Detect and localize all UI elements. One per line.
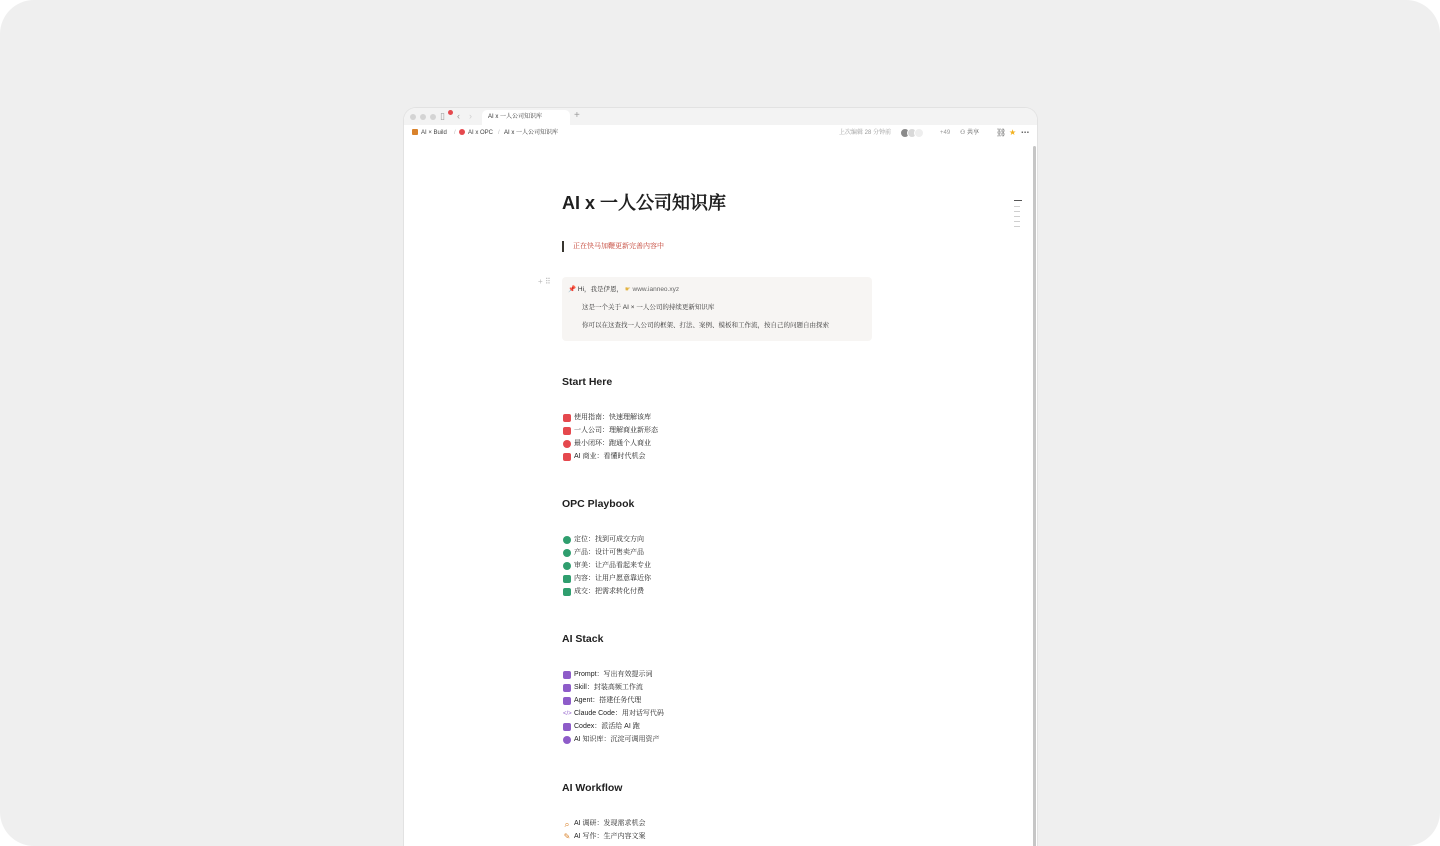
briefcase-icon <box>563 427 571 435</box>
section-heading-start-here[interactable]: Start Here <box>562 376 613 388</box>
robot-icon <box>563 697 571 705</box>
page-content <box>404 108 1037 846</box>
sidebar-toggle-icon[interactable]: ▯ <box>440 111 445 121</box>
list-item-label: 内容：让用户愿意靠近你 <box>574 575 651 582</box>
list-item-label: AI 写作：生产内容文案 <box>574 833 646 840</box>
list-item-label: Prompt：写出有效提示词 <box>574 671 653 678</box>
palette-icon <box>563 562 571 570</box>
list-item-label: Codex：派活给 AI 跑 <box>574 723 640 730</box>
pointing-hand-icon: ☛ <box>624 286 631 293</box>
breadcrumb-separator: / <box>498 130 500 136</box>
tab-title: AI x 一人公司知识库 <box>488 114 543 120</box>
more-icon[interactable]: ⋯ <box>1021 128 1029 137</box>
document-icon <box>563 575 571 583</box>
terminal-icon <box>563 723 571 731</box>
callout-greeting: Hi，我是伊恩， <box>577 286 624 293</box>
keyboard-icon <box>563 671 571 679</box>
book-icon <box>563 414 571 422</box>
list-item-label: 成交：把需求转化付费 <box>574 588 644 595</box>
pencil-icon: ✎ <box>563 832 571 841</box>
list-item-label: 审美：让产品看起来专业 <box>574 562 651 569</box>
website-link[interactable]: www.ianneo.xyz <box>632 286 680 293</box>
target-icon <box>563 536 571 544</box>
people-icon: ⚇ <box>960 130 968 136</box>
collaborators-count[interactable]: +49 <box>940 130 951 136</box>
callout-line-1 <box>568 285 679 295</box>
callout-line-3: 你可以在这查找一人公司的框架、打法、案例、模板和工作流，按自己的问题自由探索 <box>582 322 829 329</box>
callout-line-2: 这是一个关于 AI × 一人公司的持续更新知识库 <box>582 304 715 311</box>
puzzle-icon <box>563 684 571 692</box>
list-item-label: 一人公司：理解商业新形态 <box>574 427 658 434</box>
list-item-label: 最小闭环：跑通个人商业 <box>574 440 651 447</box>
list-item-label: 使用指南：快速理解该库 <box>574 414 651 421</box>
database-icon <box>563 736 571 744</box>
status-note[interactable]: 正在快马加鞭更新完善内容中 <box>573 243 664 250</box>
cube-icon <box>563 549 571 557</box>
breadcrumb-label: AI x OPC <box>468 130 494 136</box>
intro-callout[interactable] <box>562 277 872 341</box>
list-item-label: Skill：封装高频工作流 <box>574 684 643 691</box>
page-title[interactable]: AI x 一人公司知识库 <box>562 193 727 213</box>
alert-icon <box>563 440 571 448</box>
list-item-label: 定位：找到可成交方向 <box>574 536 644 543</box>
share-label: 共享 <box>967 130 980 136</box>
breadcrumb-label: AI × Build <box>421 130 447 136</box>
last-edited-text: 上次编辑 28 分钟前 <box>839 130 892 136</box>
back-icon[interactable]: ‹ <box>457 111 460 121</box>
star-icon[interactable]: ★ <box>1009 128 1017 137</box>
search-icon: ⌕ <box>564 819 570 829</box>
browser-window <box>404 108 1037 846</box>
money-icon <box>563 588 571 596</box>
section-heading-ai-workflow[interactable]: AI Workflow <box>562 782 623 794</box>
quote-bar <box>562 241 564 252</box>
new-tab-button[interactable]: + <box>574 110 580 121</box>
code-icon: </> <box>563 711 572 717</box>
list-item-label: AI 商业：看懂时代机会 <box>574 453 646 460</box>
list-item-label: AI 调研：发现需求机会 <box>574 820 646 827</box>
list-item-label: 产品：设计可售卖产品 <box>574 549 644 556</box>
list-item-label: Agent：搭建任务代理 <box>574 697 642 704</box>
pin-icon: 📌 <box>568 286 577 293</box>
section-heading-opc-playbook[interactable]: OPC Playbook <box>562 498 635 510</box>
bar-chart-icon <box>563 453 571 461</box>
link-icon[interactable]: ⛓ <box>996 128 1007 137</box>
breadcrumb-label: AI x 一人公司知识库 <box>504 130 559 136</box>
forward-icon[interactable]: › <box>469 111 472 121</box>
drag-handle-icon[interactable]: + ⠿ <box>538 277 551 286</box>
list-item-label: AI 知识库：沉淀可调用资产 <box>574 736 660 743</box>
breadcrumb-separator: / <box>454 130 456 136</box>
section-heading-ai-stack[interactable]: AI Stack <box>562 633 604 645</box>
list-item-label: Claude Code：用对话写代码 <box>574 710 664 717</box>
